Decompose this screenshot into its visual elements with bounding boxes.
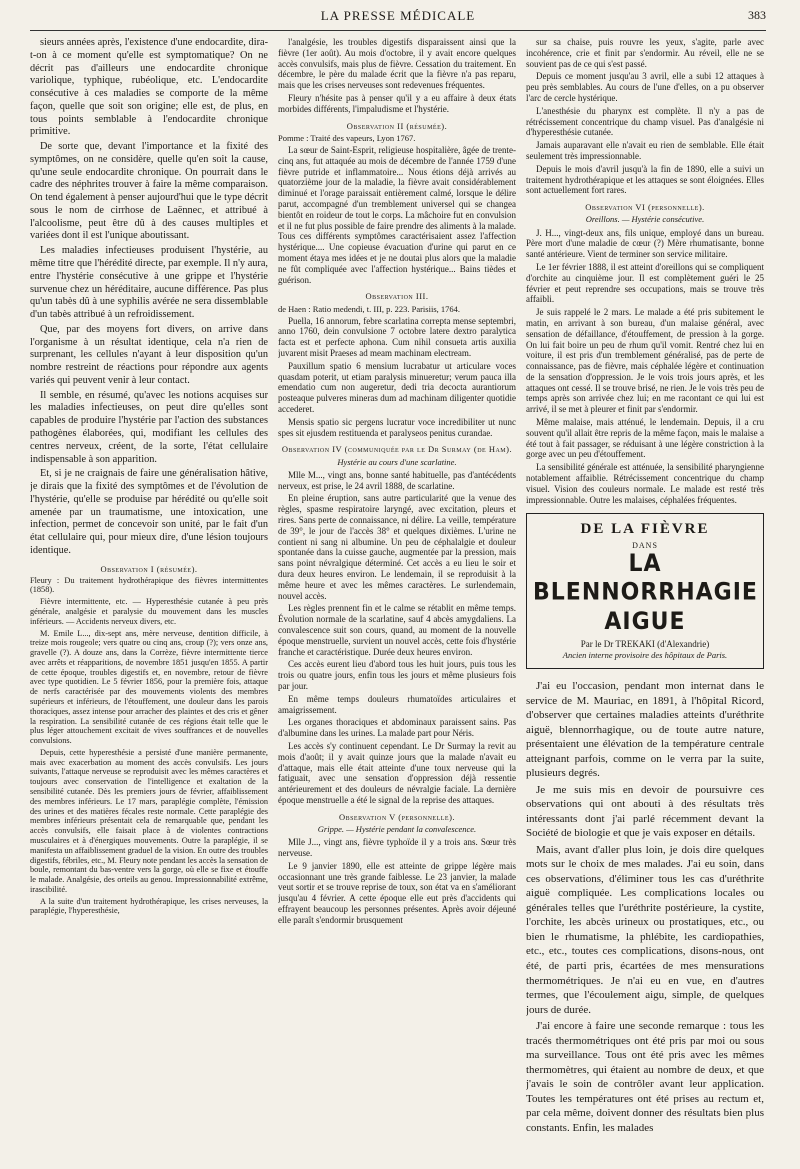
paragraph: L'anesthésie du pharynx est complète. Il n'y a pas de rétrécissement concentrique du champ visuel. Pas d'analgésie ni d'hyperesthésie cutanée. [526,105,764,138]
observation-subtitle: Grippe. — Hystérie pendant la convalescence. [317,823,477,834]
paragraph: Puella, 16 annorum, febre scarlatina correpta mense septembri, anno 1760, dein convulsione 7 octobre latere dextro paralytica facta est et perfecte aphona. Cum nihil consueta artis auxilia juvarent misit Praeses ad meam machinam electream. [278,315,516,359]
column-1 [30,37,268,1162]
paragraph: Il semble, en résumé, qu'avec les notions acquises sur les maladies infectieuses, on peut dire qu'elles sont capables de produire l'hystérie par l'action des substances pathogènes élaborées, qui, modifiant les cellules des centres nerveux, créent, de la sorte, l'état cellulaire indispensable à son apparition. [30,389,268,465]
article-title-line3: LA BLENNORRHAGIE AIGUE [533,550,758,636]
observation-heading: Observation I (résumée). [100,563,198,574]
article-title-line1: DE LA FIÈVRE [580,521,710,538]
observation-reference: Pomme : Traité des vapeurs, Lyon 1767. [278,132,416,143]
paragraph: La sensibilité générale est atténuée, la sensibilité pharyngienne notablement affaiblie. Rétrécissement concentrique du champ visuel. Vision des couleurs normale. Le malade est resté très impressionnable. Outre les malaises, céphalées fréquentes. [526,462,764,505]
paragraph: Ces accès eurent lieu d'abord tous les huit jours, puis tous les trois ou quatre jours, enfin tous les jours et même plusieurs fois par jour. [278,659,516,691]
paragraph: J'ai encore à faire une seconde remarque : tous les tracés thermométriques ont été pris par moi ou sous ma surveillance. Tous ont été pris avec les mêmes thermomètres, qui étaient au nombre de deux, et que j'avais le soin de contrôler avant leur application. Toutes les températures ont été prises au rectum et, par cela même, doivent donner des résultats bien plus constants. Enfin, les malades [526,1020,764,1134]
page-header [30,0,766,31]
paragraph: Jamais auparavant elle n'avait eu rien de semblable. Elle était seulement très impressionnable. [526,140,764,161]
observation-reference: de Haen : Ratio medendi, t. III, p. 223. Parisiis, 1764. [278,303,461,314]
paragraph: sur sa chaise, puis rouvre les yeux, s'agite, parle avec incohérence, crie et finit par s'endormir. Au réveil, elle ne se souvient pas de ce qui s'est passé. [526,37,764,69]
observation-heading: Observation VI (personnelle). [585,202,705,213]
paragraph: Mensis spatio sic pergens lucratur voce incredibiliter ut nunc spes sit ejusdem restituenda et paralyseos penitus curandae. [278,416,516,438]
paragraph: Les règles prennent fin et le calme se rétablit en même temps. Évolution normale de la scarlatine, sauf 4 abcès amygdaliens. La convalescence suit son cours, quand, au moment de la nouvelle époque menstruelle, survient un nouvel accès, cette fois d'hystérie franche et caractéristique. Durée deux heures environ. [278,603,516,657]
paragraph: Et, si je ne craignais de faire une généralisation hâtive, je dirais que la fixité des symptômes et de l'évolution de l'hystérie, qu'elle se produise par hérédité ou qu'elle soit amenée par un traumatisme, une intoxication, une infection, permet de concevoir son unité, par le fait d'un état cellulaire qui, pour mieux dire, d'une lésion toujours identique. [30,468,268,556]
paragraph: En pleine éruption, sans autre particularité que la venue des règles, spasme respiratoire laryngé, avec excitation, pleurs et rires. Sans perte de connaissance, ni délire. La veille, température de 39°, le jour de l'accès 38° et quelques dixièmes. L'urine ne contient ni sang ni albumine. Un peu de céphalalgie et douleur spontanée dans la cuisse gauche, augmentée par la pression, mais sans point névralgique déterminé. Cet accès a eu lieu le soir et dura deux heures environ. Le lendemain, il se reproduisit à la même heure et avec les mêmes caractères. Le surlendemain, nouvel accès. [278,493,516,601]
paragraph: Le 9 janvier 1890, elle est atteinte de grippe légère mais occasionnant une très grande faiblesse. Le 23 janvier, la malade veut sortir et se trouve reprise de toux, son état va en s'améliorant jusqu'au 4 février. A cette époque elle eut près d'accidents qui effrayent beaucoup les personnes présentes. Après avoir déjeuné elle paraît s'endormir brusquement [278,860,516,925]
paragraph: J'ai eu l'occasion, pendant mon internat dans le service de M. Mauriac, en 1891, à l'hôpital Ricord, d'observer que certaines maladies atteints d'uréthrite aiguë, blennorrhagique, ou de toute autre nature, présentaient une élévation de la température centrale atteignant parfois, comme on le verra par la suite, plusieurs degrés. [526,680,764,780]
observation-heading: Observation IV (communiquée par le Dr Surmay (de Ham). [281,444,513,455]
paragraph: Je suis rappelé le 2 mars. Le malade a été pris subitement le matin, en arrivant à son bureau, d'un malaise général, avec sensation de défaillance, d'étouffement, de pression à la gorge. On lui fait boire un peu de rhum qu'il vomit. Rentré chez lui en voiture, il est pris d'un tremblement généralisé, pas de perte de connaissance, pas de fièvre, mais céphalée légère et continuation de la sensation d'oppression. Je le vois trois jours après, et les attaques ont cessé. Il se trouve brisé, ne rien. Je le vois très peu de temps après son arrivée chez lui; en me racontant ce qui lui est arrivé, il se met à pleurer et finit par s'endormir. [526,307,764,415]
observation-subtitle: Oreillons. — Hystérie consécutive. [585,214,705,225]
paragraph: La sœur de Saint-Esprit, religieuse hospitalière, âgée de trente-cinq ans, fut attaquée au mois de décembre de l'année 1759 d'une fièvre putride et inflammatoire... Nous étions déjà arrivés au quatorzième jour de la maladie, la fièvre avait considérablement diminué et l'orage paraissait entièrement calmé, lorsque le délire parut, accompagné d'un tremblement universel qui se changea bientôt en roideur de tout le corps. La mâchoire fut en convulsion et il ne fut plus possible de faire prendre des aliments à la malade. Tous ces différents symptômes caractérisaient assez l'affection hystérique.... Une copieuse évacuation d'urine qui parut en ce moment étaya mes idées et je ne doutai plus alors que la maladie ne fût compliquée avec l'affection hystérique... Bains tièdes et guérison. [278,144,516,285]
paragraph: Depuis le mois d'avril jusqu'à la fin de 1890, elle a suivi un traitement hydrothérapique et les attaques se sont éloignées. Elles sont actuellement fort rares. [526,163,764,196]
observation-1 [30,564,268,917]
paragraph: Fièvre intermittente, etc. — Hyperesthésie cutanée à peu près générale, analgésie et paralysie du mouvement dans les muscles inférieurs. — Accidents nerveux divers, etc. [30,597,268,626]
paragraph: sieurs années après, l'existence d'une endocardite, dira-t-on à ce moment qu'elle est symptomatique? On ne décrit pas d'ailleurs une endocardite chronique variolique, typhique, rubéolique, etc. L'endocardite consécutive à ces maladies se comporte de la même façon, quelle que soit son origine; elle est, de plus, en tous points semblable à l'endocardite chronique primitive. [30,37,268,138]
observation-heading: Observation V (personnelle). [338,811,456,822]
observation-heading: Observation III. [365,291,429,302]
observation-reference: Fleury : Du traitement hydrothérapique des fièvres intermittentes (1858). [30,575,268,595]
paragraph: Mlle J..., vingt ans, fièvre typhoïde il y a trois ans. Sœur très nerveuse. [278,837,516,858]
column-3 [526,37,764,1162]
paragraph: Depuis ce moment jusqu'au 3 avril, elle a subi 12 attaques à peu près semblables. Au cours de l'une d'elles, on a pu observer l'arc de cercle hystérique. [526,71,764,103]
article-affiliation: Ancien interne provisoire des hôpitaux de Paris. [562,650,728,661]
paragraph: Le 1er février 1888, il est atteint d'oreillons qui se compliquent d'orchite au cinquième jour. Il est complètement guéri le 25 février et peut reprendre ses occupations, mais se trouve très affaibli. [526,261,764,305]
article-body [526,679,764,1135]
paragraph: l'analgésie, les troubles digestifs disparaissent ainsi que la fièvre (1er août). Au mois d'octobre, il y avait encore quelques accès convulsifs, mais plus de fièvre. Cessation du traitement. En décembre, le père du malade écrit que la fièvre n'a pas reparu, mais que les crises nerveuses sont redevenues fréquentes. [278,37,516,91]
paragraph: En même temps douleurs rhumatoïdes articulaires et amaigrissement. [278,693,516,715]
paragraph: Que, par des moyens fort divers, on arrive dans l'organisme à un résultat identique, cela n'a rien de surprenant, les cellules n'ayant à leur disposition qu'un nombre restreint de réactions pour répondre aux agents variés qui peuvent venir à leur contact. [30,323,268,386]
page-number: 383 [748,8,766,22]
paragraph: De sorte que, devant l'importance et la fixité des symptômes, on ne considère, quelle qu'en soit la cause, qu'une seule endocardite chronique. On pourrait dans le cadre des néphrites trouver à faire la même comparaison. On tend également à penser aujourd'hui que le type décrit sous le nom de cirrhose de Laënnec, et attribué à l'alcoolisme, peut être dû à des causes multiples et variées dont il est l'unique aboutissant. [30,141,268,242]
paragraph: Pauxillum spatio 6 mensium lucrabatur ut articulare voces quasdam poterit, ut etiam paralysis minueretur; verum pauca illa emendatio cum non augeretur, dedi tria decocta aurantiorum posteaque pulveres mineras dum ad machinam diligenter quotidie accederet. [278,360,516,415]
paragraph: Mlle M..., vingt ans, bonne santé habituelle, pas d'antécédents nerveux, est prise, le 24 avril 1888, de scarlatine. [278,469,516,491]
paragraph: Fleury n'hésite pas à penser qu'il y a eu affaire à deux états morbides différents, l'impaludisme et l'hystérie. [278,92,516,114]
column-2 [278,37,516,1162]
observation-heading: Observation II (résumée). [346,120,448,131]
paragraph: Les organes thoraciques et abdominaux paraissent sains. Pas d'albumine dans les urines. La malade part pour Néris. [278,717,516,739]
article-author: Par le Dr TREKAKI (d'Alexandrie) [580,639,710,650]
paragraph: M. Emile L..., dix-sept ans, mère nerveuse, dentition difficile, à treize mois rougeole; vers quatre ou cinq ans, croup (?); vers onze ans, gravelle (?). A douze ans, dans la Corrèze, fièvre intermittente tierce avec arrêts et réapparitions, de novembre 1851 jusqu'en 1855. A partir de cette époque, troubles digestifs et, en novembre, retour de fièvre avec type quotidien. Le 5 février 1856, pour la première fois, attaque de nerfs caractérisée par des mouvements violents des membres supérieurs et inférieurs, de l'étouffement, une douleur dans les parois thoraciques, assez intense pour arracher des plaintes et des cris et gêner la respiration. La sensibilité cutanée de ces régions était telle que le plus léger attouchement excitait de vives souffrances et de nouvelles convulsions. [30,628,268,746]
paragraph: Les accès s'y continuent cependant. Le Dr Surmay la revit au mois d'août; il y avait quinze jours que la malade n'avait eu d'attaque, mais elle était atteinte d'une toux nerveuse qui la fatiguait, avec une sensation d'oppression déjà ressentie antérieurement et des douleurs de névralgie faciale. La dernière époque menstruelle a été le signal de la reprise des attaques. [278,740,516,805]
article-title-line2: DANS [632,541,658,551]
paragraph: A la suite d'un traitement hydrothérapique, les crises nerveuses, la paraplégie, l'hyperesthésie, [30,896,268,916]
article-title-box [526,513,764,669]
paragraph: Mais, avant d'aller plus loin, je dois dire quelques mots sur le choix de mes malades. J'ai eu soin, dans ces observations, d'éliminer tous les cas d'uréthrite aiguë compliquée. Les complications locales ou générales telles que l'uréthrite postérieure, la cystite, l'orchite, les abcès urineux ou prostatiques, etc., ou bien le rhumatisme, la phlébite, les cardiopathies, etc., etc., toutes ces complications, disons-nous, ont été, de parti pris, écartées de mes mensurations thermométriques. Je n'ai eu en vue, en d'autres termes, que l'écoulement aigu, simple, de quelques jours de durée. [526,843,764,1016]
observation-subtitle: Hystérie au cours d'une scarlatine. [337,456,457,467]
paragraph: Les maladies infectieuses produisent l'hystérie, au même titre que l'hérédité directe, par exemple. Il n'y aura, entre l'hystérie consécutive à une grippe et l'hystérie survenue chez un héréditaire, aucune différence. Pas plus qu'un tabès dû à une syphilis avérée ne sera dissemblable d'un tabès attribué à un refroidissement. [30,245,268,321]
paragraph: Je me suis mis en devoir de poursuivre ces observations qui ont abouti à des résultats très intéressants dont j'ai parlé récemment devant la Société de biologie et que je vais exposer en détails. [526,783,764,840]
paragraph: J. H..., vingt-deux ans, fils unique, employé dans un bureau. Père mort d'une maladie de cœur (?) Mère rhumatisante, bonne santé antérieure. Vient de terminer son service militaire. [526,227,764,260]
paragraph: Depuis, cette hyperesthésie a persisté d'une manière permanente, mais avec exacerbation au moment des accès convulsifs. Les jours suivants, l'attaque nerveuse se reproduisit avec les mêmes caractères et toujours avec conservation de l'intelligence et exaltation de la sensibilité cutanée. Dès les premiers jours de février, affaiblissement des membres inférieurs. Le 17 mars, paraplégie complète, l'émission des urines et des matières fécales reste normale. Cette paraplégie des membres inférieurs présentait cela de remarquable que, pendant les accès convulsifs, elle faisait place à de violentes contractions musculaires et à d'énergiques mouvements. Outre la paraplégie, il se manifesta un affaiblissement graduel de la vision. En outre des troubles digestifs, fébriles, etc., M. Fleury note pendant les accès la sensation de boule, remontant du bas-ventre vers la gorge, où elle se fixe et étouffe le malade. Analgésie, des orteils au genou. Impressionnabilité extrême, irascibilité. [30,747,268,894]
paragraph: Même malaise, mais atténué, le lendemain. Depuis, il a cru souvent qu'il allait être repris de la même façon, mais le malaise a été tout à fait passager, se réduisant à une légère constriction à la gorge avec un peu d'étouffement. [526,417,764,460]
journal-title: LA PRESSE MÉDICALE [320,8,476,23]
